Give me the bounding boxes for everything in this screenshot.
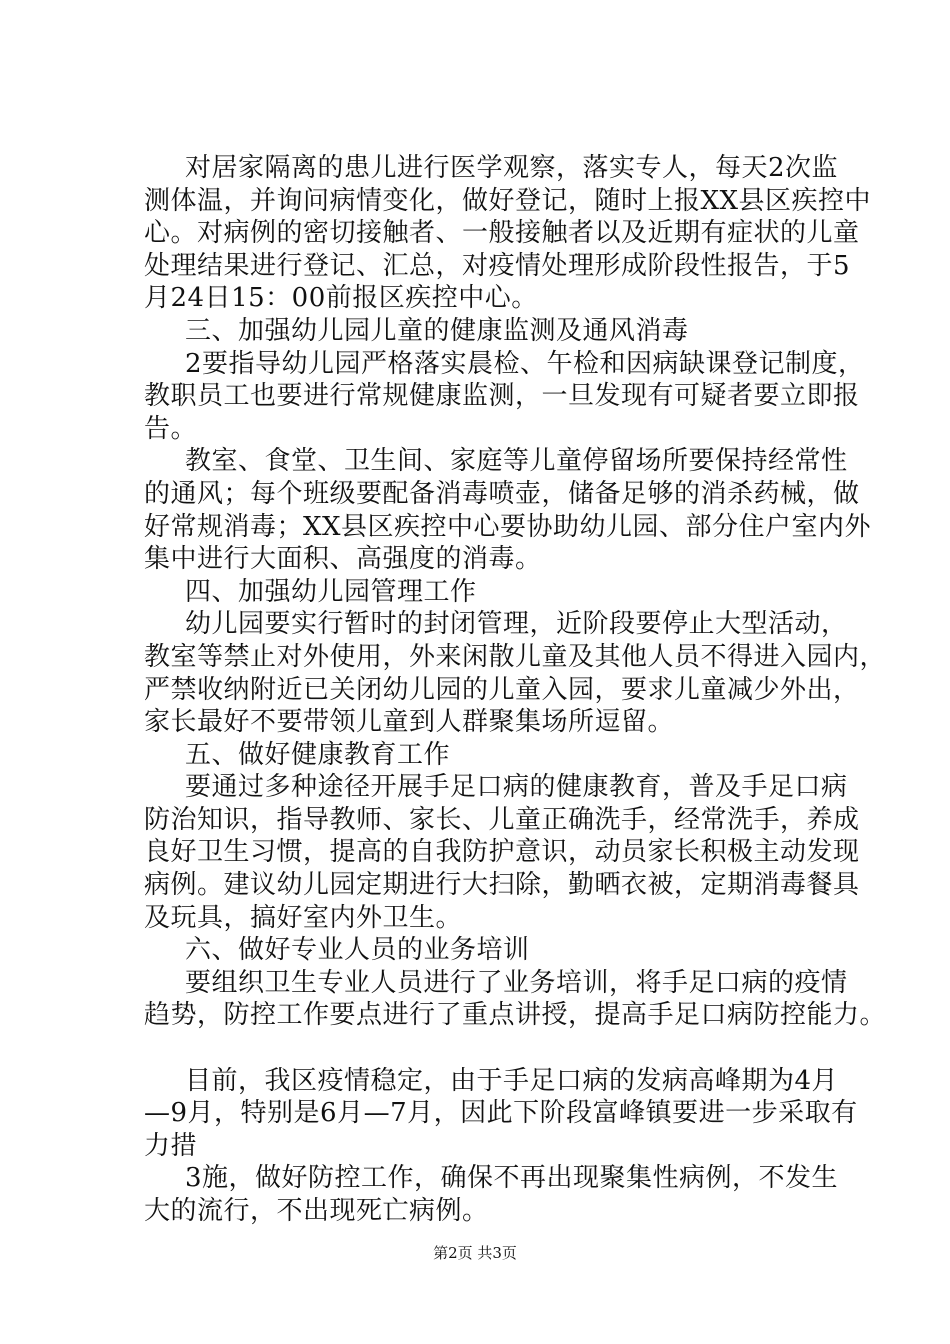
page-footer: 第2页 共3页 [433, 1244, 517, 1262]
text-line: 幼儿园要实行暂时的封闭管理，近阶段要停止大型活动， [185, 609, 848, 640]
document-body [144, 152, 887, 1228]
text-line: 月24日15：00前报区疾控中心。 [144, 283, 538, 314]
text-line: 六、做好专业人员的业务培训 [185, 935, 530, 966]
text-line: 力措 [144, 1130, 198, 1161]
text-line: 病例。建议幼儿园定期进行大扫除，勤晒衣被，定期消毒餐具 [144, 870, 860, 901]
text-line: 大的流行，不出现死亡病例。 [144, 1196, 489, 1226]
text-line: 四、加强幼儿园管理工作 [185, 576, 477, 607]
text-line: 良好卫生习惯，提高的自我防护意识，动员家长积极主动发现 [144, 837, 860, 868]
text-line: 严禁收纳附近已关闭幼儿园的儿童入园，要求儿童减少外出， [144, 674, 860, 705]
text-line: —9月，特别是6月—7月，因此下阶段富峰镇要进一步采取有 [144, 1098, 858, 1129]
text-line: 告。 [144, 413, 198, 444]
text-line: 的通风；每个班级要配备消毒喷壶，储备足够的消杀药械，做 [144, 478, 860, 509]
text-line: 集中进行大面积、高强度的消毒。 [144, 544, 542, 575]
text-line: 好常规消毒；XX县区疾控中心要协助幼儿园、部分住户室内外 [144, 511, 872, 542]
text-line: 2要指导幼儿园严格落实晨检、午检和因病缺课登记制度， [185, 348, 865, 379]
text-line: 防治知识，指导教师、家长、儿童正确洗手，经常洗手，养成 [144, 804, 860, 835]
text-line: 要通过多种途径开展手足口病的健康教育，普及手足口病 [185, 772, 848, 803]
text-line: 测体温，并询问病情变化，做好登记，随时上报XX县区疾控中 [144, 185, 872, 216]
text-line: 对居家隔离的患儿进行医学观察，落实专人，每天2次监 [185, 153, 839, 183]
text-line: 三、加强幼儿园儿童的健康监测及通风消毒 [185, 315, 689, 346]
text-line: 趋势，防控工作要点进行了重点讲授，提高手足口病防控能力。 [144, 1000, 887, 1031]
text-line [144, 1032, 834, 1065]
text-line: 家长最好不要带领儿童到人群聚集场所逗留。 [144, 707, 675, 738]
text-line: 处理结果进行登记、汇总，对疫情处理形成阶段性报告，于5 [144, 250, 851, 281]
text-line: 及玩具，搞好室内外卫生。 [144, 902, 463, 933]
text-line: 3施，做好防控工作，确保不再出现聚集性病例，不发生 [185, 1163, 839, 1194]
text-line: 教室等禁止对外使用，外来闲散儿童及其他人员不得进入园内， [144, 641, 887, 672]
text-line: 目前，我区疫情稳定，由于手足口病的发病高峰期为4月 [185, 1065, 839, 1096]
text-line: 教职员工也要进行常规健康监测，一旦发现有可疑者要立即报 [144, 381, 860, 412]
text-line: 教室、食堂、卫生间、家庭等儿童停留场所要保持经常性 [185, 446, 848, 477]
text-line: 要组织卫生专业人员进行了业务培训，将手足口病的疫情 [185, 967, 848, 998]
text-line: 五、做好健康教育工作 [185, 739, 451, 770]
text-line: 心。对病例的密切接触者、一般接触者以及近期有症状的儿童 [144, 218, 860, 249]
